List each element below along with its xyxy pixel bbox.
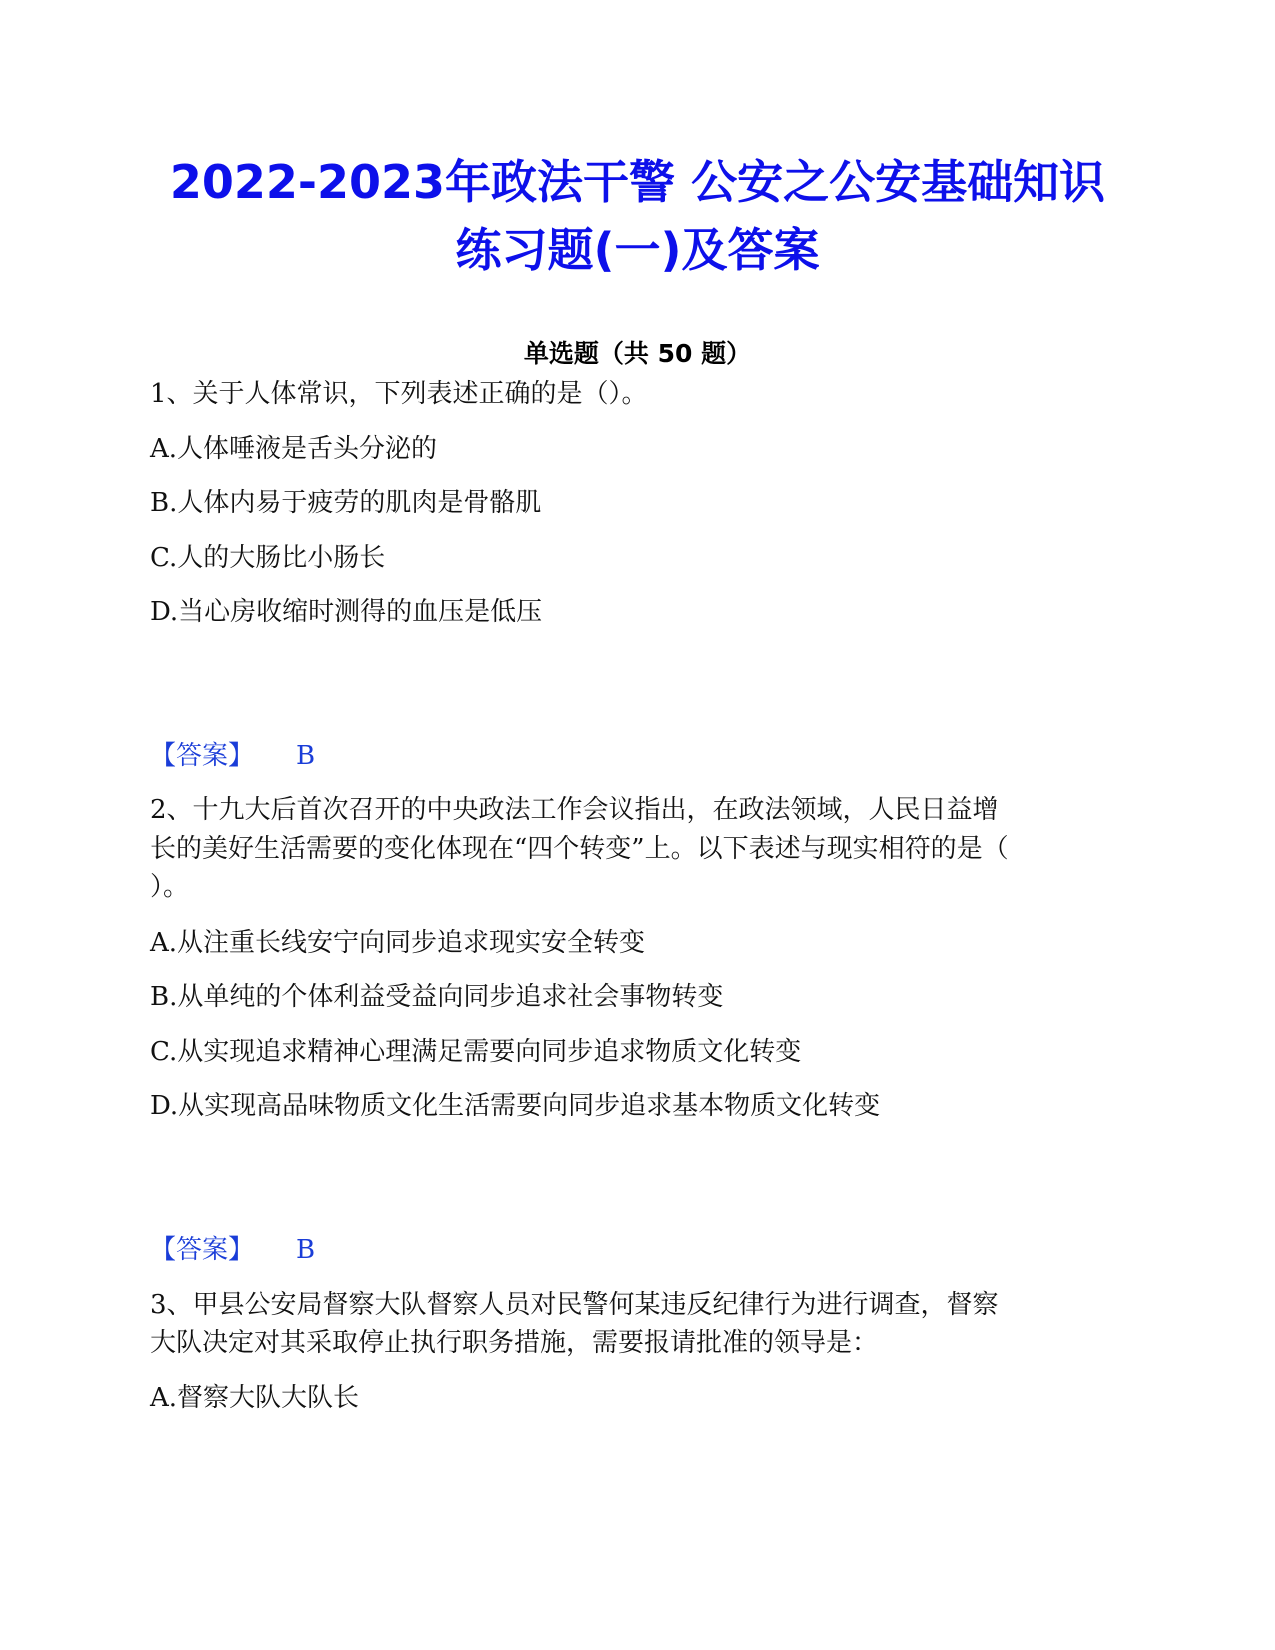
document-title-line-1: 2022-2023年政法干警 公安之公安基础知识 — [169, 155, 1106, 209]
document-title-line-2: 练习题(一)及答案 — [455, 223, 820, 277]
question-3-stem-line-1: 3、甲县公安局督察大队督察人员对民警何某违反纪律行为进行调查，督察 — [150, 1290, 999, 1320]
question-1-stem: 1、关于人体常识，下列表述正确的是（）。 — [150, 379, 648, 409]
question-1-answer — [150, 738, 315, 774]
question-1-option-a: A.人体唾液是舌头分泌的 — [150, 434, 438, 464]
question-2-stem-line-3: ）。 — [150, 872, 190, 902]
question-2-answer — [150, 1232, 315, 1268]
question-2-option-d: D.从实现高品味物质文化生活需要向同步追求基本物质文化转变 — [150, 1091, 881, 1121]
question-2-stem-line-1: 2、十九大后首次召开的中央政法工作会议指出，在政法领域，人民日益增 — [150, 795, 999, 825]
question-1-option-b: B.人体内易于疲劳的肌肉是骨骼肌 — [150, 488, 542, 518]
question-1-option-d: D.当心房收缩时测得的血压是低压 — [150, 597, 543, 627]
question-2-option-b: B.从单纯的个体利益受益向同步追求社会事物转变 — [150, 982, 724, 1012]
section-heading: 单选题（共 50 题） — [523, 339, 752, 368]
question-2-stem-line-2: 长的美好生活需要的变化体现在“四个转变”上。以下表述与现实相符的是（ — [150, 834, 1009, 864]
question-2-option-c: C.从实现追求精神心理满足需要向同步追求物质文化转变 — [150, 1037, 802, 1067]
question-3-stem-line-2: 大队决定对其采取停止执行职务措施，需要报请批准的领导是： — [150, 1328, 879, 1358]
answer-value: B — [296, 1235, 316, 1265]
answer-label: 【答案】 — [150, 1235, 255, 1265]
answer-value: B — [296, 741, 316, 771]
answer-label: 【答案】 — [150, 741, 255, 771]
question-1-option-c: C.人的大肠比小肠长 — [150, 543, 386, 573]
question-2-option-a: A.从注重长线安宁向同步追求现实安全转变 — [150, 928, 646, 958]
question-3-option-a: A.督察大队大队长 — [150, 1383, 360, 1413]
